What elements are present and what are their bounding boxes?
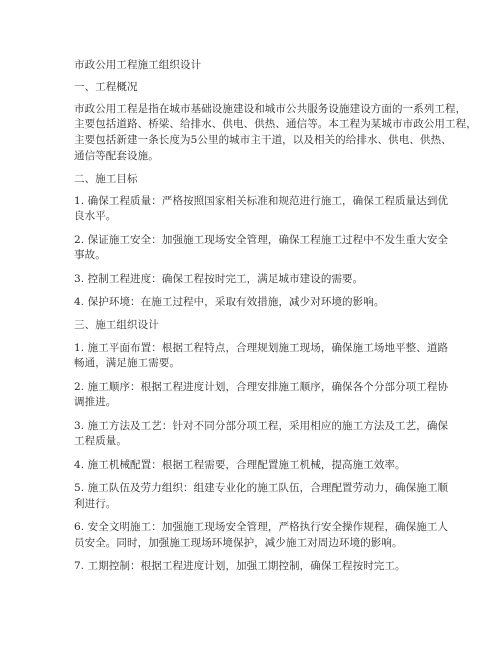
list-item-line: 4. 保护环境：在施工过程中，采取有效措施，减少对环境的影响。 [74,296,385,308]
list-item-line: 7. 工期控制：根据工程进度计划，加强工期控制，确保工程按时完工。 [74,560,406,572]
document-title: 市政公用工程施工组织设计 [74,59,202,71]
list-item-line: 事故。 [74,249,106,261]
list-item-line: 员安全。同时，加强施工现场环境保护，减少施工对周边环境的影响。 [74,537,403,549]
section-heading-organization: 三、施工组织设计 [74,319,159,331]
list-item-line: 4. 施工机械配置：根据工程需要，合理配置施工机械，提高施工效率。 [74,459,406,471]
paragraph-line: 通信等配套设施。 [74,150,159,162]
list-item-line: 利进行。 [74,498,117,510]
list-item-line: 调推进。 [74,396,117,408]
list-item-line: 工程质量。 [74,435,127,447]
list-item-line: 6. 安全文明施工：加强施工现场安全管理，严格执行安全操作规程，确保施工人 [74,521,449,533]
list-item-line: 2. 保证施工安全：加强施工现场安全管理，确保工程施工过程中不发生重大安全 [74,234,449,246]
section-heading-overview: 一、工程概况 [74,81,138,93]
list-item-line: 畅通，满足施工需要。 [74,357,180,369]
section-heading-goals: 二、施工目标 [74,173,138,185]
list-item-line: 2. 施工顺序：根据工程进度计划，合理安排施工顺序，确保各个分部分项工程协 [74,381,449,393]
paragraph-line: 主要包括新建一条长度为5公里的城市主干道，以及相关的给排水、供电、供热、 [74,134,452,146]
paragraph-line: 市政公用工程是指在城市基础设施建设和城市公共服务设施建设方面的一系列工程， [74,103,467,115]
paragraph-line: 主要包括道路、桥梁、给排水、供电、供热、通信等。本工程为某城市市政公用工程， [74,118,477,130]
list-item-line: 良水平。 [74,210,117,222]
list-item-line: 1. 施工平面布置：根据工程特点，合理规划施工现场，确保施工场地平整、道路 [74,342,449,354]
list-item-line: 1. 确保工程质量：严格按照国家相关标准和规范进行施工，确保工程质量达到优 [74,195,449,207]
list-item-line: 5. 施工队伍及劳力组织：组建专业化的施工队伍，合理配置劳动力，确保施工顺 [74,482,449,494]
list-item-line: 3. 控制工程进度：确保工程按时完工，满足城市建设的需要。 [74,273,364,285]
list-item-line: 3. 施工方法及工艺：针对不同分部分项工程，采用相应的施工方法及工艺，确保 [74,420,449,432]
